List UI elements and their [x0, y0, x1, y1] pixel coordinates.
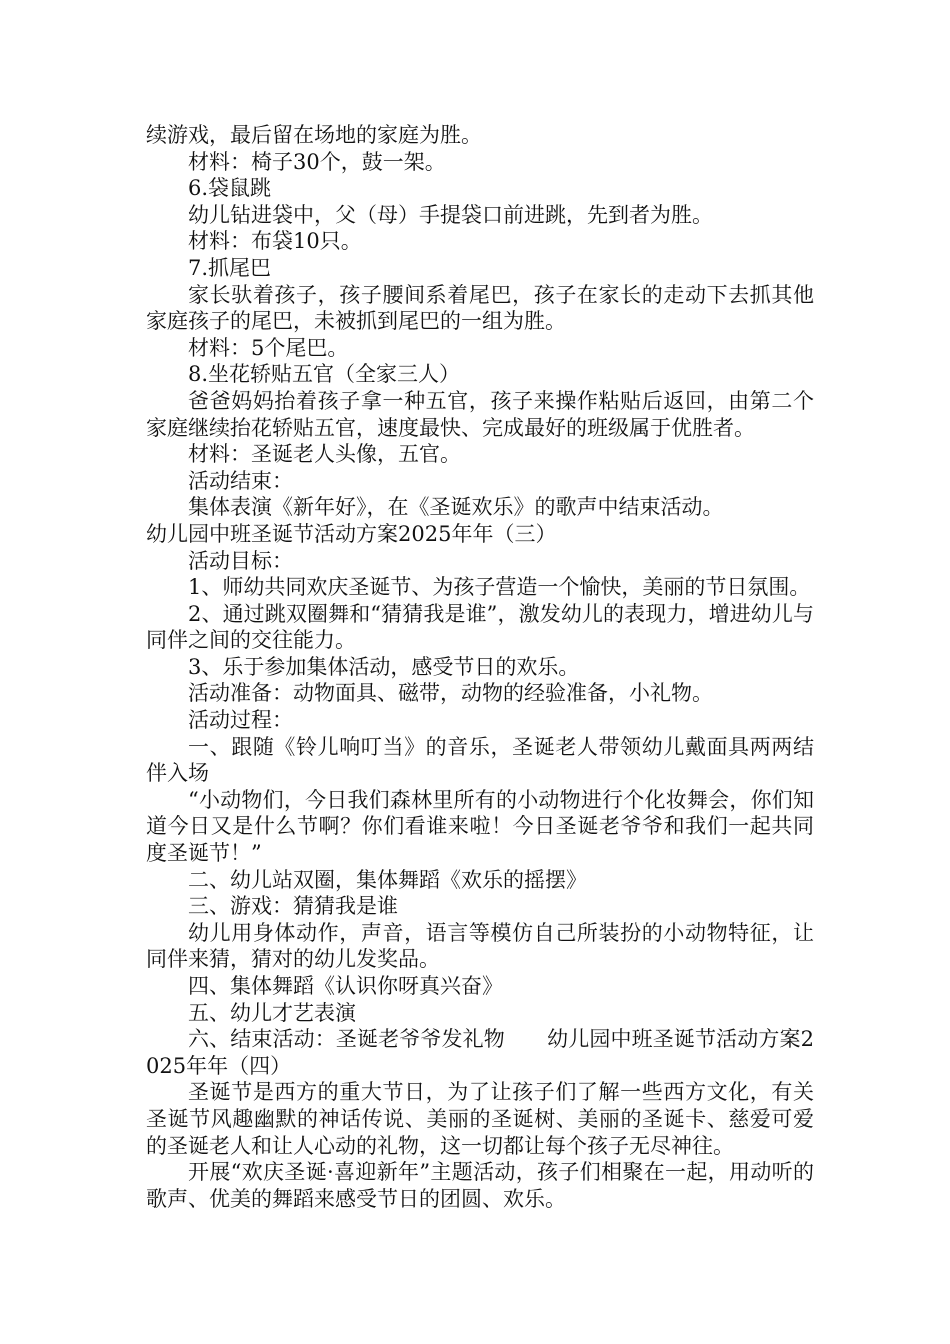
paragraph: 家长驮着孩子，孩子腰间系着尾巴，孩子在家长的走动下去抓其他家庭孩子的尾巴，未被抓到尾巴的一组为胜。 [146, 282, 814, 334]
section-heading: 8.坐花轿贴五官（全家三人） [188, 362, 461, 387]
paragraph: 幼儿用身体动作，声音，语言等模仿自己所装扮的小动物特征，让同伴来猜，猜对的幼儿发奖品。 [146, 920, 814, 972]
paragraph: 材料：圣诞老人头像，五官。 [188, 442, 461, 467]
paragraph: 六、结束活动：圣诞老爷爷发礼物 幼儿园中班圣诞节活动方案2025年年（四） [146, 1027, 814, 1078]
paragraph: 圣诞节是西方的重大节日，为了让孩子们了解一些西方文化，有关圣诞节风趣幽默的神话传说、美丽的圣诞树、美丽的圣诞卡、慈爱可爱的圣诞老人和让人心动的礼物，这一切都让每个孩子无尽神往。 [146, 1080, 814, 1158]
paragraph: 幼儿钻进袋中，父（母）手提袋口前进跳，先到者为胜。 [188, 202, 713, 227]
document-title: 幼儿园中班圣诞节活动方案2025年年（三） [146, 521, 557, 546]
paragraph: 1、师幼共同欢庆圣诞节、为孩子营造一个愉快，美丽的节日氛围。 [188, 575, 811, 600]
section-heading: 活动过程： [188, 708, 293, 733]
section-heading: 活动目标： [188, 548, 293, 573]
paragraph: 二、幼儿站双圈，集体舞蹈《欢乐的摇摆》 [188, 867, 587, 892]
paragraph: 开展“欢庆圣诞·喜迎新年”主题活动，孩子们相聚在一起，用动听的歌声、优美的舞蹈来感受节日的团圆、欢乐。 [146, 1160, 814, 1211]
paragraph: 续游戏，最后留在场地的家庭为胜。 [146, 123, 482, 147]
paragraph: 材料：5个尾巴。 [188, 335, 349, 360]
section-heading: 6.袋鼠跳 [188, 176, 272, 201]
paragraph: 三、游戏：猜猜我是谁 [188, 894, 398, 919]
paragraph: 材料：椅子30个，鼓一架。 [188, 149, 446, 174]
paragraph: 活动准备：动物面具、磁带，动物的经验准备，小礼物。 [188, 681, 713, 706]
paragraph: 集体表演《新年好》，在《圣诞欢乐》的歌声中结束活动。 [188, 495, 724, 520]
paragraph: 3、乐于参加集体活动，感受节日的欢乐。 [188, 654, 580, 679]
paragraph: 一、跟随《铃儿响叮当》的音乐，圣诞老人带领幼儿戴面具两两结伴入场 [146, 734, 814, 786]
paragraph: 材料：布袋10只。 [188, 229, 362, 254]
paragraph: “小动物们，今日我们森林里所有的小动物进行个化妆舞会，你们知道今日又是什么节啊？你们看谁来啦！今日圣诞老爷爷和我们一起共同度圣诞节！” [146, 787, 814, 866]
section-heading: 活动结束： [188, 468, 293, 493]
paragraph: 爸爸妈妈抬着孩子拿一种五官，孩子来操作粘贴后返回，由第二个家庭继续抬花轿贴五官，速度最快、完成最好的班级属于优胜者。 [146, 388, 814, 440]
paragraph: 四、集体舞蹈《认识你呀真兴奋》 [188, 974, 503, 998]
section-heading: 7.抓尾巴 [188, 255, 272, 280]
paragraph: 五、幼儿才艺表演 [188, 1000, 356, 1025]
document-body [146, 122, 814, 1212]
paragraph: 2、通过跳双圈舞和“猜猜我是谁”，激发幼儿的表现力，增进幼儿与同伴之间的交往能力。 [146, 601, 814, 653]
